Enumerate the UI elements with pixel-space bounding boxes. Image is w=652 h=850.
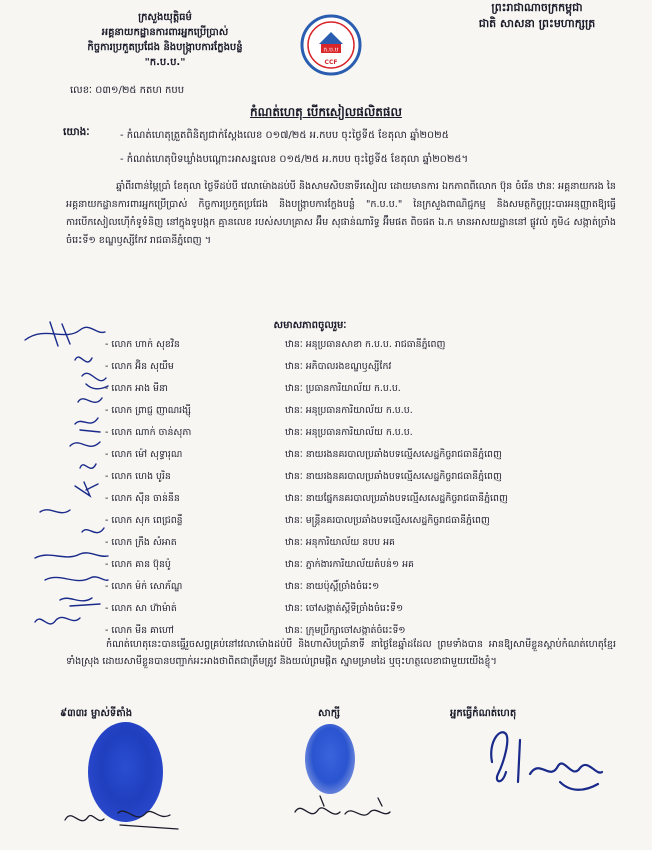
attendee-signatures <box>20 300 110 640</box>
recorder-signature <box>480 722 610 802</box>
attendee-position: ឋានៈ អនុការិយាល័យ នបប អគ <box>285 537 395 548</box>
attendee-name: - លោក ម៉ៅ សុទ្ធារុណ <box>105 449 183 460</box>
owner-signature <box>60 795 190 840</box>
attendee-position: ឋានៈ អនុប្រធានការិយាល័យ ក.ប.ប. <box>285 427 413 438</box>
document-title: កំណត់ហេតុ បើកសៀលផលិតផល <box>250 105 402 119</box>
attendees-heading: សមាសភាពចូលរួមៈ <box>273 320 347 331</box>
national-motto: ជាតិ សាសនា ព្រះមហាក្សត្រ <box>478 17 596 30</box>
ministry-header <box>40 10 290 70</box>
reference-number: លេខៈ ០៣១/២៥ កតហ កបប <box>70 85 185 96</box>
attendee-position: ឋានៈ នាយផ្នែកនគរបាលប្រឆាំងបទល្មើសសេដ្ឋកិច្ចរាជធានីភ្នំពេញ <box>285 493 508 504</box>
attendee-name: - លោក សា ហ៊ាម៉ាត់ <box>105 603 177 614</box>
basis-label: យោងៈ <box>63 126 90 138</box>
attendee-position: ឋានៈ ក្រុមប្រឹក្សាចៅសង្កាត់ចំរេះទី១ <box>285 625 406 636</box>
attendee-position: ឋានៈ អនុប្រធានការិយាល័យ ក.ប.ប. <box>285 405 413 416</box>
attendee-position: ឋានៈ នាយប៉ុស្តិ៍ច្រាំងចំរេះ១ <box>285 581 380 592</box>
attendee-position: ឋានៈ នាយរងនគរបាលប្រឆាំងបទល្មើសសេដ្ឋកិច្ចរាជធានីភ្នំពេញ <box>285 449 502 460</box>
attendee-name: - លោក គាន ប៊ុនប៉ូ <box>105 559 171 570</box>
attendee-position: ឋានៈ មន្ត្រីនគរបាលប្រឆាំងបទល្មើសសេដ្ឋកិច្ចរាជធានីភ្នំពេញ <box>285 515 490 526</box>
attendee-name: - លោក ស៊ីន ចាន់នីន <box>105 493 180 504</box>
basis-line-2: - កំណត់ហេតុបិទឃ្លាំងបណ្ដោះអាសន្នលេខ ០១៥/២៥ អ.កបប ចុះថ្ងៃទី៥ ខែតុលា ឆ្នាំ២០២៥។ <box>120 154 469 165</box>
department-subname: កិច្ចការប្រកួតប្រជែង និងបង្ក្រាបការក្លែងបន្លំ <box>87 42 243 53</box>
basis-line-1: - កំណត់ហេតុត្រួតពិនិត្យជាក់ស្ដែងលេខ ០១៧/២៥ អ.កបប ចុះថ្ងៃទី៥ ខែតុលា ឆ្នាំ២០២៥ <box>120 130 449 141</box>
attendee-name: - លោក មីន គាហៅ <box>105 625 174 636</box>
attendee-name: - លោក សុក ពេជ្រពន្លឺ <box>105 515 183 526</box>
ministry-name: ក្រសួងយុត្តិធម៌ <box>138 12 192 23</box>
attendee-position: ឋានៈ ភ្នាក់ងារការិយាល័យតំបន់១ អគ <box>285 559 414 570</box>
attendee-position: ឋានៈ នាយរងនគរបាលប្រឆាំងបទល្មើសសេដ្ឋកិច្ចរាជធានីភ្នំពេញ <box>285 471 502 482</box>
attendee-position: ឋានៈ អនុប្រធានសាខា ក.ប.ប. រាជធានីភ្នំពេញ <box>285 339 446 350</box>
logo-sub: CCF <box>324 59 338 66</box>
attendee-position: ឋានៈ ប្រធានការិយាល័យ ក.ប.ប. <box>285 383 401 394</box>
attendee-name: - លោក ម៉ក់ សោភ័ណ្ឌ <box>105 581 183 592</box>
witness-fingerprint <box>305 724 355 794</box>
attendee-name: - លោក ណាក់ ចាន់សុភា <box>105 427 192 438</box>
owner-label: ម្ចាស់ទីតាំង <box>90 708 133 719</box>
attendee-position: ឋានៈ ចៅសង្កាត់ស្ដីទីច្រាំងចំរេះទី១ <box>285 603 404 614</box>
owner-label-block <box>60 706 132 721</box>
attendee-name: - លោក អ៊ិន សុយឹម <box>105 361 174 372</box>
attendee-name: - លោក អាង មីនា <box>105 383 168 394</box>
attendee-name: - លោក ហាក់ សុខវិន <box>105 339 180 350</box>
closing-paragraph: កំណត់ហេតុនេះបានធ្វើរួចសព្វគ្រប់នៅវេលាម៉ោងដប់បី និងហាសិបប្រាំនាទី នាថ្ងៃខែឆ្នាំដដែល ព្រមទាំងបាន អានឱ្យសាមីខ្លួនស្ដាប់កំណត់ហេតុខ្មែរទាំងស្រុង ដោយសាមីខ្លួនបានបញ្ជាក់អះអាងថាពិតជាត្រឹមត្រូវ និងយល់ព្រមផ្ដិត ស្នាមម្រាមដៃ ឬចុះហត្ថលេខាជាមួយយើងខ្ញុំ។ <box>66 639 616 667</box>
attendee-name: - លោក ព្រាជ្ញ ញាណរង្ស៊ី <box>105 405 191 416</box>
attendee-name: - លោក ហេង បូរិន <box>105 471 171 482</box>
ccf-logo <box>300 14 362 76</box>
opening-paragraph: ឆ្នាំពីរពាន់ម្ភៃប្រាំ ខែតុលា ថ្ងៃទីដប់បី វេលាម៉ោងដប់បី និងសាមសិបនាទីរសៀល ដោយមានការ ឯកភាពពីលោក ប៊ុន ចំរើន ឋានៈ អគ្គនាយករង នៃអគ្គនាយកដ្ឋានការពារអ្នកប្រើប្រាស់ កិច្ចការប្រកួតប្រជែង និងបង្ក្រាបការក្លែងបន្លំ "ក.ប.ប." នៃក្រសួងពាណិជ្ជកម្ម និងសមត្ថកិច្ចប្រុះបារអនុញ្ញាតឱ្យធ្វើការបើកសៀលហ៊ើកំទូទំនិញ នៅក្នុងទូបង្កក គ្មានលេខ របស់សហគ្រាស អ៊ឹម សុផាន់ណារិទ្ធ អ៊ឹមផត ពិចផត ឯ.ក មានអាសយដ្ឋាននៅ ផ្លូវលំ ភូមិ៤ សង្កាត់ច្រាំងចំរេះទី១ ខណ្ឌឫស្សីកែវ រាជធានីភ្នំពេញ ។ <box>66 181 616 246</box>
department-abbrev: "ក.ប.ប." <box>144 57 186 68</box>
attendee-name: - លោក ក្រឹង សំអាត <box>105 537 177 548</box>
witness-signature <box>290 790 400 830</box>
department-name: អគ្គនាយកដ្ឋានការពារអ្នកប្រើប្រាស់ <box>101 27 229 38</box>
recorder-label: អ្នកធ្វើកំណត់ហេតុ <box>450 708 517 719</box>
witness-label: សាក្សី <box>318 708 341 719</box>
attendee-position: ឋានៈ អភិបាលរងខណ្ឌឫស្សីកែវ <box>285 361 392 372</box>
kingdom-header <box>452 0 622 32</box>
kingdom-name: ព្រះរាជាណាចក្រកម្ពុជា <box>491 1 583 14</box>
logo-text: ក.ប.ប <box>323 46 339 54</box>
owner-prefix: ៩៣៣រ <box>60 708 88 719</box>
